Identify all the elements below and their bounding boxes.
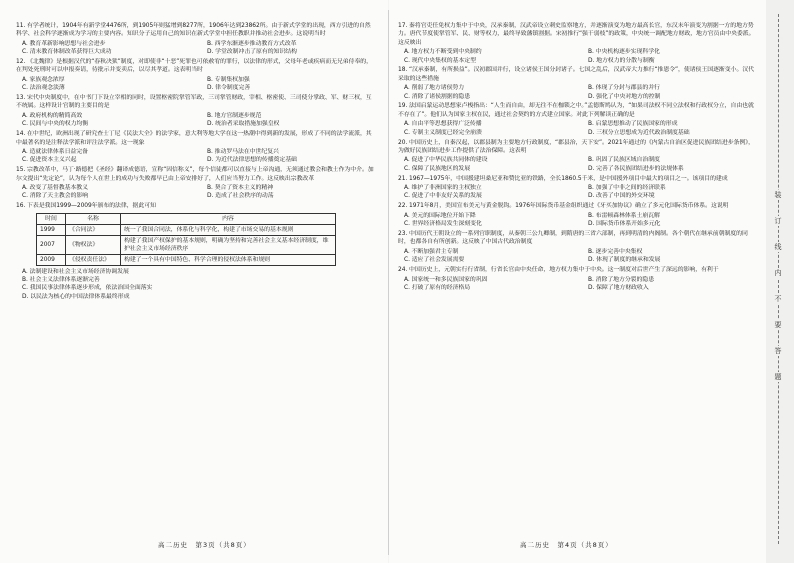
answer-options [398, 48, 756, 65]
binding-char: 线 [770, 242, 786, 252]
answer-options [16, 268, 376, 301]
binding-dashed-line [778, 14, 779, 544]
table-cell: 1999 [37, 224, 66, 235]
answer-option: C. 适应了社会发展需要 [404, 257, 465, 264]
answer-options [16, 40, 376, 57]
right-page-footer: 高二历史 第4页（共8页） [520, 541, 613, 549]
answer-option: C. 促进资本主义兴起 [22, 157, 77, 164]
answer-option: D. 学堂改制冲击了原有的知识结构 [207, 49, 297, 56]
table-row [37, 224, 336, 235]
table-cell: 2007 [37, 235, 66, 254]
answer-options [16, 148, 376, 165]
answer-options [16, 76, 376, 93]
answer-options [16, 112, 376, 129]
question-text: 24. 中国历史上，元朝实行行省制，行省长官由中央任命，地方权力集中于中央。这一制度对后世产生了深远的影响，有利于 [398, 267, 719, 274]
answer-option: A. 美元的国际地位开始下降 [404, 212, 476, 219]
answer-option: D. 律令制度完善 [207, 85, 251, 92]
answer-option: D. 强化了中央对地方的控制 [588, 93, 661, 100]
page-divider [388, 10, 389, 555]
answer-option: B. 体现了分封与郡县的并行 [588, 85, 660, 92]
answer-option: A. 国家统一和多民族国家的巩固 [404, 276, 488, 283]
table-row [37, 254, 336, 265]
binding-char: 订 [770, 216, 786, 226]
binding-char: 答 [770, 346, 786, 356]
answer-option: C. 我国民事法律体系逐步形成，依法治国全面落实 [22, 285, 153, 292]
answer-option: A. 政府机构的精简高效 [22, 113, 83, 119]
answer-option: A. 促进了中华民族共同体的建设 [404, 157, 488, 164]
question-text: 11. 有学者统计，1904年有新学堂4476所，到1905年则猛增到8277所，1906年达到23862所。由于新式学堂的出现，西方引进的自然科学、社会科学逐渐成为学习的主要内容。知识分子运用自己的知识在新式学堂中担任教职并推动社会进步。这说明当时 [16, 23, 371, 38]
answer-option: A. 家族观念浓厚 [22, 76, 65, 83]
answer-option: C. 打破了原有的经济格局 [404, 284, 471, 291]
answer-option: D. 以民法为核心的中国法律体系最终形成 [22, 293, 130, 300]
binding-char: 内 [770, 268, 786, 278]
answer-option: D. 完善了各民族团结进步的法规体系 [588, 165, 684, 172]
answer-option: B. 布雷顿森林体系土崩瓦解 [588, 212, 660, 219]
table-cell: 《物权法》 [66, 235, 121, 254]
answer-option: C. 保障了民族地区的发展 [404, 165, 471, 172]
answer-options [398, 120, 756, 137]
law-table [36, 213, 336, 266]
answer-option: C. 专制主义制度已经完全崩溃 [404, 129, 482, 136]
answer-option: B. 专制集权加强 [207, 76, 250, 83]
answer-option: A. 地方权力不断受到中央制约 [404, 49, 482, 56]
table-header: 内容 [121, 213, 336, 224]
answer-option: B. 社会主义法律体系逐渐完善 [22, 277, 100, 283]
answer-option: B. 推动罗马法在中世纪复兴 [207, 149, 279, 156]
question-text: 20. 中国历史上，自秦汉起，以郡县制为主要地方行政制度，“郡县治，天下安”。2021年通过的《内蒙古自治区促进民族团结进步条例》，为做好民族团结进步工作提供了法治保障。这表明 [398, 139, 754, 154]
binding-char: 题 [770, 372, 786, 382]
answer-option: D. 为近代法律思想的传播奠定基础 [207, 157, 297, 164]
answer-options [16, 184, 376, 201]
question-text: 17. 秦将官吏任免权力集中于中央，汉承秦制，汉武帝设立刺史监察地方，并逐渐演变为地方最高长官，东汉末年演变为割据一方的地方势力。唐代节度使掌管军、民、财等权力，最终导致藩镇割据。宋初推行“强干弱枝”的政策，中央统一调配地方财政，地方官员由中央委派。这反映出 [398, 23, 755, 46]
question-text: 18. “汉承秦制，有所损益”。汉初郡国并行，设立诸侯王国分封诸子。七国之乱后，汉武帝大力推行“推恩令”，使诸侯王国逐渐变小。汉代采取的这些措施 [398, 67, 754, 82]
answer-option: C. 清末教育体制改革获得巨大成功 [22, 49, 112, 56]
answer-option: C. 法治观念淡薄 [22, 85, 65, 92]
answer-option: B. 巩固了民族区域自治制度 [588, 157, 660, 164]
answer-option: D. 地方权力的分散与制衡 [588, 57, 655, 64]
answer-option: C. 世界经济格局发生深刻变化 [404, 221, 482, 228]
answer-options [398, 84, 756, 101]
table-cell: 统一了我国合同法，体系化与科学化，构建了市场交易的基本规则 [121, 224, 336, 235]
answer-option: D. 统治者采取措施加强皇权 [207, 121, 280, 128]
answer-option: B. 逐步完善中央集权 [588, 248, 643, 255]
answer-options [398, 212, 756, 229]
answer-option: A. 削弱了地方诸侯势力 [404, 85, 465, 92]
answer-option: D. 改善了中国的外交环境 [588, 193, 655, 200]
table-cell: 2009 [37, 254, 66, 265]
answer-options [398, 276, 756, 293]
answer-option: A. 造就法律体系日益完备 [22, 149, 88, 156]
left-column [16, 22, 376, 303]
answer-option: D. 体现了制度的继承和发展 [588, 257, 661, 264]
answer-option: D. 三权分立思想成为近代政治制度基础 [588, 129, 690, 136]
answer-option: B. 契合了资本主义的精神 [207, 185, 274, 192]
answer-options [398, 248, 756, 265]
question-text: 22. 1971年8月，美国宣布美元与黄金脱钩。1976年国际货币基金组织通过《牙买加协议》确立了多元化国际货币体系。这说明 [398, 203, 729, 210]
answer-option: B. 中央机构逐步实现科学化 [588, 49, 660, 56]
answer-option: A. 维护了非洲国家的主权独立 [404, 185, 482, 192]
answer-option: B. 地方官制逐步规范 [207, 113, 262, 119]
answer-option: C. 消除了天主教会的影响 [22, 193, 89, 200]
answer-option: B. 消除了地方分裂的隐患 [588, 276, 655, 283]
question-text: 12. 《北魏律》是根据汉代的“春秋决狱”制度，对即使非“十恶”死罪也可依赦宥的罪行，以法律的形式，父母年老或疾病而无兄弟侍奉的，在判处死刑时可以申报奏请，待批示并变卖后，以尽其孝道。这表明当时 [16, 59, 372, 74]
table-cell: 构建了一个具有中国特色、科学合理的侵权法体系和规则 [121, 254, 336, 265]
answer-option: C. 消除了诸侯割据的隐患 [404, 93, 471, 100]
answer-option: A. 法制建设和社会主义市场经济协调发展 [22, 268, 129, 275]
table-header: 时间 [37, 213, 66, 224]
question-text: 16. 下表是我国1999—2009年颁布的法律，据此可知 [16, 203, 156, 210]
left-page-footer: 高二历史 第3页（共8页） [158, 541, 251, 549]
question-text: 14. 在中世纪，欧洲出现了研究查士丁尼《民法大全》的法学家，意大利等地大学在这一热潮中得到新的发展，形成了不同的法学流派，其中最著名的是注释法学派和评注法学派。这一现象 [16, 131, 372, 146]
answer-options [398, 184, 756, 201]
table-row [37, 235, 336, 254]
answer-option: B. 启蒙思想推动了民族国家的形成 [588, 121, 678, 128]
binding-char: 装 [770, 190, 786, 200]
binding-char: 要 [770, 320, 786, 330]
question-text: 21. 1967—1975年，中国援建坦桑尼亚和赞比亚的铁路，全长1860.5千米，是中国援外项目中最大的项目之一。该项目的建成 [398, 175, 728, 182]
table-cell: 《侵权责任法》 [66, 254, 121, 265]
answer-option: D. 造成了社会秩序的动荡 [207, 193, 274, 200]
answer-option: D. 国际货币体系开始多元化 [588, 221, 661, 228]
answer-option: A. 自由平等思想获得广泛传播 [404, 121, 482, 128]
binding-strip [766, 0, 794, 563]
table-cell: 构建了我国产权保护的基本规则，明确为坚持和完善社会主义基本经济制度，维护社会主义市场经济秩序 [121, 235, 336, 254]
table-cell: 《合同法》 [66, 224, 121, 235]
question-text: 23. 中国历代王朝设立的一系列官职制度，从秦朝三公九卿制，到隋唐的三省六部制，再到明清的内阁制。各个朝代在继承前朝制度的同时，也都各自有所创新。这反映了中国古代政治制度 [398, 231, 748, 246]
answer-option: C. 民间与中央的权力均衡 [22, 121, 89, 128]
question-text: 13. 宋代中央制度中，在中书门下设立宰相的同时，设置枢密院掌管军政，三司掌管财政，宰相、枢密使、三司使分掌政、军、财三权，互不统属。这样设计官制的主要目的是 [16, 95, 372, 110]
answer-option: B. 加强了中非之间的经济联系 [588, 185, 666, 192]
table-header: 名称 [66, 213, 121, 224]
question-text: 15. 宗教改革中，马丁·路德把《圣经》翻译成德语，宣称“因信称义”，每个信徒都可以直接与上帝沟通，无须通过教会和教士作为中介。加尔文提出“先定论”，认为每个人在世上的成功与失败都早已由上帝安排好了，人们应当努力工作。这反映出宗教改革 [16, 167, 374, 182]
answer-option: A. 不断加强君主专制 [404, 248, 459, 255]
answer-options [398, 156, 756, 173]
question-text: 19. 法国启蒙运动思想家卢梭指出：“人生而自由，却无往不在枷锁之中。”孟德斯鸠认为，“如果司法权不同立法权和行政权分立，自由也就不存在了”。他们认为国家主权在民，通过社会契约的方式建立国家。对此下列解读正确的是 [398, 103, 754, 118]
answer-option: A. 改变了基督教基本教义 [22, 185, 88, 192]
answer-option: C. 现代中央集权的基本定型 [404, 57, 476, 64]
right-column [398, 22, 756, 294]
answer-option: B. 西学东渐逐步推动教育方式改革 [207, 40, 297, 47]
answer-option: C. 促进了中非友好关系的发展 [404, 193, 482, 200]
answer-option: D. 保障了地方财政收入 [588, 284, 649, 291]
binding-char: 不 [770, 294, 786, 304]
answer-option: A. 教育革新影响思想与社会进步 [22, 40, 106, 47]
